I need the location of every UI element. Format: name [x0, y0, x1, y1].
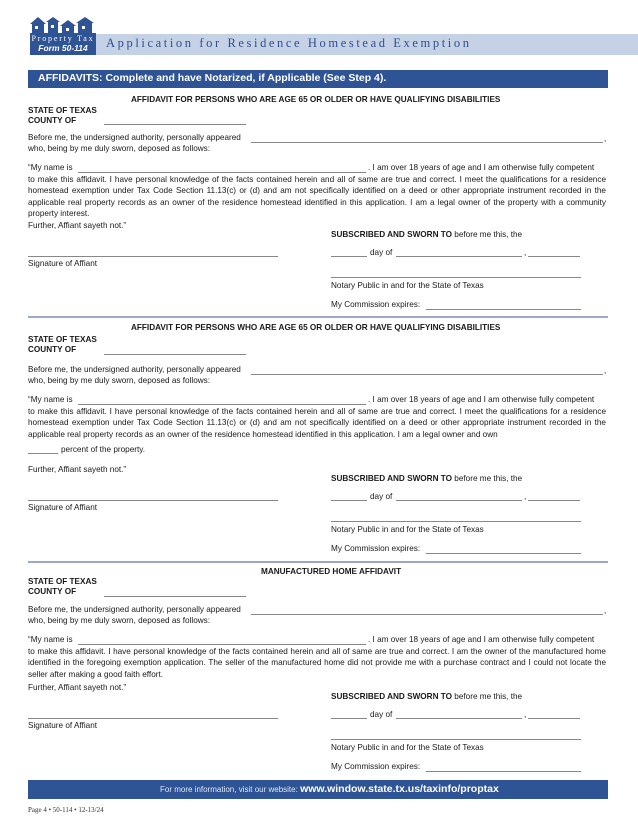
section-2-affiant-field[interactable] — [251, 374, 603, 375]
section-3-commission-field[interactable] — [426, 771, 581, 772]
footer-info — [160, 783, 499, 795]
section-1-signature-line[interactable] — [28, 256, 278, 257]
section-1-name-field[interactable] — [78, 172, 366, 173]
section-3-further: Further, Affiant sayeth not.” — [28, 683, 127, 692]
section-2-name-close: . I am over 18 years of age and I am otherwise fully competent — [368, 395, 595, 404]
section-2-notary-label: Notary Public in and for the State of Texas — [331, 525, 484, 534]
section-3-body: to make this affidavit. I have personal knowledge of the facts contained herein and all of same are true and correct. I am the owner of the manufactured home identified in the foregoing exemption application. The seller of the manufactured home did not provide me with a purchase contract and I could not locate the seller after making a good faith effort. — [28, 647, 606, 679]
section-3-month-field[interactable] — [396, 718, 522, 719]
section-1-further: Further, Affiant sayeth not.” — [28, 221, 127, 230]
section-2-notary-line[interactable] — [331, 521, 581, 522]
section-2-comma2: , — [524, 492, 527, 501]
section-2-signature-label: Signature of Affiant — [28, 503, 98, 512]
section-3-subscribed: SUBSCRIBED AND SWORN TO before me this, the — [331, 692, 523, 701]
section-1-day-of: day of — [370, 248, 393, 257]
section-1-subscribed: SUBSCRIBED AND SWORN TO before me this, the — [331, 230, 523, 239]
section-3-county-field[interactable] — [104, 596, 246, 597]
section-2-name-field[interactable] — [78, 404, 366, 405]
section-1-commission-field[interactable] — [426, 309, 581, 310]
section-2-county-field[interactable] — [104, 354, 246, 355]
section-1-commission-label: My Commission expires: — [331, 300, 421, 309]
section-2-title: AFFIDAVIT FOR PERSONS WHO ARE AGE 65 OR OLDER OR HAVE QUALIFYING DISABILITIES — [131, 323, 501, 332]
section-2-commission-field[interactable] — [426, 553, 581, 554]
section-1-before-me: Before me, the undersigned authority, personally appeared — [28, 133, 241, 142]
section-divider-1 — [28, 316, 608, 318]
section-1-day-field[interactable] — [331, 256, 367, 257]
section-2-state: STATE OF TEXAS — [28, 335, 97, 344]
section-1-name-open: “My name is — [28, 163, 73, 172]
section-3-notary-label: Notary Public in and for the State of Texas — [331, 743, 484, 752]
section-1-signature-label: Signature of Affiant — [28, 259, 98, 268]
affidavits-banner-text: AFFIDAVITS: Complete and have Notarized, if Applicable (See Step 4). — [38, 72, 387, 84]
footer-prefix: For more information, visit our website: — [160, 785, 298, 794]
page-info: Page 4 • 50-114 • 12-13/24 — [28, 806, 104, 814]
section-3-title: MANUFACTURED HOME AFFIDAVIT — [261, 567, 402, 576]
section-3-day-field[interactable] — [331, 718, 367, 719]
section-2-year-field[interactable] — [528, 500, 580, 501]
section-1-comma: , — [604, 134, 607, 143]
section-1-affiant-field[interactable] — [251, 142, 603, 143]
program-label: Property Tax — [31, 34, 95, 43]
footer-website-link[interactable]: www.window.state.tx.us/taxinfo/proptax — [300, 783, 499, 795]
section-3-signature-label: Signature of Affiant — [28, 721, 98, 730]
section-3-year-field[interactable] — [528, 718, 580, 719]
section-2-name-open: “My name is — [28, 395, 73, 404]
section-1-notary-line[interactable] — [331, 277, 581, 278]
section-1-sworn: who, being by me duly sworn, deposed as follows: — [28, 144, 211, 153]
section-1-name-close: . I am over 18 years of age and I am otherwise fully competent — [368, 163, 595, 172]
section-3-day-of: day of — [370, 710, 393, 719]
section-2-commission-label: My Commission expires: — [331, 544, 421, 553]
section-3-sworn: who, being by me duly sworn, deposed as follows: — [28, 616, 211, 625]
section-1-state: STATE OF TEXAS — [28, 106, 97, 115]
section-3-signature-line[interactable] — [28, 718, 278, 719]
section-divider-2 — [28, 561, 608, 563]
section-3-comma2: , — [524, 710, 527, 719]
section-2-sworn: who, being by me duly sworn, deposed as follows: — [28, 376, 211, 385]
section-3-affiant-field[interactable] — [251, 614, 603, 615]
section-1-year-field[interactable] — [528, 256, 580, 257]
section-2-percent-field[interactable] — [28, 453, 58, 454]
section-2-percent-label: percent of the property. — [61, 445, 146, 454]
section-1-month-field[interactable] — [396, 256, 522, 257]
section-3-state: STATE OF TEXAS — [28, 577, 97, 586]
section-2-before-me: Before me, the undersigned authority, personally appeared — [28, 365, 241, 374]
section-3-name-field[interactable] — [78, 644, 366, 645]
form-number: Form 50-114 — [38, 43, 88, 53]
section-3-comma: , — [604, 606, 607, 615]
section-3-name-open: “My name is — [28, 635, 73, 644]
section-1-body: to make this affidavit. I have personal knowledge of the facts contained herein and all of same are true and correct. I meet the qualifications for a residence homestead exemption under Tax Code Section 11.13(c) or (d) and am not specifically identified on a deed or other appropriate instrument recorded in the applicable real property records as an owner of the residence homestead identified in this application. I am a legal owner of the property with a community property interest. — [28, 175, 606, 219]
section-1-notary-label: Notary Public in and for the State of Texas — [331, 281, 484, 290]
section-1-comma2: , — [524, 248, 527, 257]
section-2-day-of: day of — [370, 492, 393, 501]
section-2-body: to make this affidavit. I have personal knowledge of the facts contained herein and all of same are true and correct. I meet the qualifications for a residence homestead exemption under Tax Code Section 11.13(c) or (d) and am not specifically identified on a deed or other appropriate instrument recorded in the applicable real property records as an owner of the residence homestead identified in this application. I am a legal owner and own — [28, 407, 606, 439]
section-2-further: Further, Affiant sayeth not.” — [28, 465, 127, 474]
section-3-commission-label: My Commission expires: — [331, 762, 421, 771]
section-1-title: AFFIDAVIT FOR PERSONS WHO ARE AGE 65 OR OLDER OR HAVE QUALIFYING DISABILITIES — [131, 95, 501, 104]
section-2-comma: , — [604, 366, 607, 375]
document-title: Application for Residence Homestead Exemption — [106, 36, 472, 50]
section-3-name-close: . I am over 18 years of age and I am otherwise fully competent — [368, 635, 595, 644]
section-1-county-field[interactable] — [104, 124, 246, 125]
section-2-county-label: COUNTY OF — [28, 345, 77, 354]
section-2-subscribed: SUBSCRIBED AND SWORN TO before me this, the — [331, 474, 523, 483]
section-2-day-field[interactable] — [331, 500, 367, 501]
section-2-month-field[interactable] — [396, 500, 522, 501]
section-3-before-me: Before me, the undersigned authority, personally appeared — [28, 605, 241, 614]
section-3-notary-line[interactable] — [331, 739, 581, 740]
section-2-signature-line[interactable] — [28, 500, 278, 501]
section-1-county-label: COUNTY OF — [28, 116, 77, 125]
section-3-county-label: COUNTY OF — [28, 587, 77, 596]
